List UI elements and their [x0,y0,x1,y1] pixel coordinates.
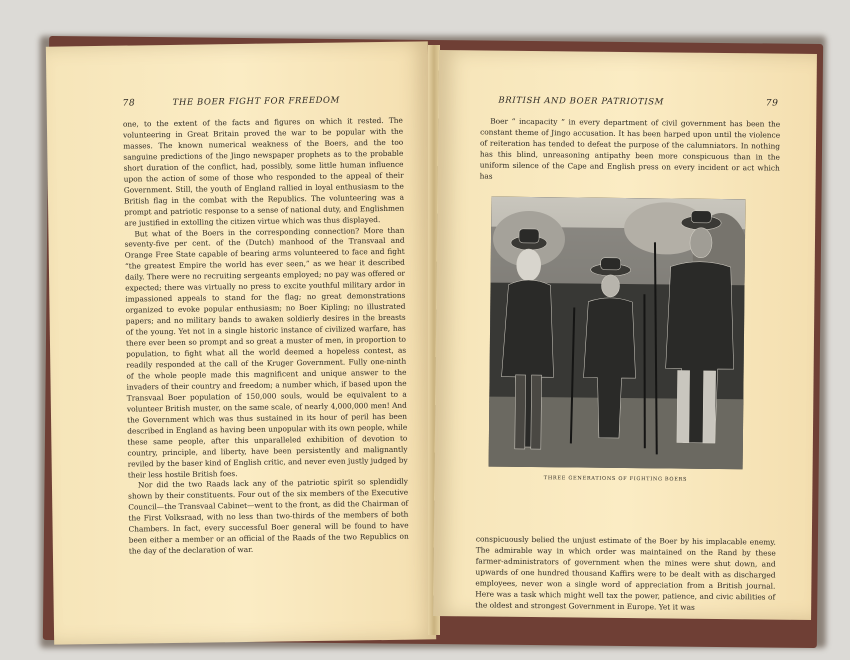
right-page-body-bottom [475,534,776,614]
right-page [433,50,817,620]
right-paragraph-bottom: conspicuously belied the unjust estimate of the Boer by his implacable enemy. The admirable way in which order was maintained on the Rand by these farmer-administrators of government when the mines were shut down, and upwards of one hundred thousand Kaffirs were to be dealt with as discharged employees, never won a single word of appreciation from a British journal. Here was a task which might well tax the power, patience, and civic abilities of the oldest and strongest Government in Europe. Yet it was [475,534,776,612]
left-page-number: 78 [122,98,136,109]
left-page [46,41,436,644]
left-paragraph-1: one, to the extent of the facts and figures on which it rested. The volunteering in Great Britain proved the war to be popular with the masses. The known numerical weakness of the Boers, and the too sanguine predictions of the Jingo newspaper prophets as to the probable short duration of the conflict, had, possibly, some little human influence upon the action of some of those who responded to the appeal of their Government. Still, the youth of England rallied in loyal enthusiasm to the British flag in the combat with the Republics. The volunteering was a prompt and patriotic response to a sense of national duty, and Englishmen are justified in extolling the citizen virtue which was thus displayed. [122,115,405,228]
right-running-head: BRITISH AND BOER PATRIOTISM [498,95,665,108]
right-page-body-top [480,116,781,185]
boer-photograph [489,197,746,470]
right-page-number: 79 [765,98,779,109]
left-paragraph-3: Nor did the two Raads lack any of the patriotic spirit so splendidly shown by their constituents. Four out of the six members of the Executive Council—the Transvaal Cabinet—went to the front, as did the Chairman of the First Volksraad, with no less than two-thirds of the members of both Chambers. In fact, every successful Boer general will be found to have been either a member or an official of the Raads of the two Republics on the day of the declaration of war. [128,477,409,556]
right-paragraph-top: Boer “ incapacity ” in every department of civil government has been the constant theme of Jingo accusation. It has been harped upon until the violence of reiteration has tended to defeat the purpose of the calumniators. In nothing has this blind, unreasoning antipathy been more conspicuous than in the uniform silence of the Cape and English press on every incident or act which has [479,116,781,181]
left-page-body [123,116,409,558]
right-page-header [439,95,817,109]
left-page-header [47,94,429,109]
left-paragraph-2: But what of the Boers in the corresponding connection? More than seventy-five per cent. of the (Dutch) manhood of the Transvaal and Orange Free State capable of bearing arms volunteered to face and fight “the greatest Empire the world has ever seen,” as we hear it described daily. There were no recruiting sergeants employed; no pay was offered or expected; there was virtually no press to excite youthful military ardor in impassioned appeals to stand for the flag; no great demonstrations organized to evoke popular enthusiasm; no Boer Kipling; no illustrated papers; and no military bands to awaken soldierly desires in the breasts of the young. Yet not in a single historic instance of civilized warfare, has there ever been so prompt and so great a muster of men, in proportion to population, to fight what all the world deemed a hopeless contest, as readily responded at the call of the Kruger Government. Fully one-ninth of the whole people made this magnificent and unique answer to the invaders of their country and freedom; a number which, if based upon the Transvaal Boer population of 150,000 souls, would be equivalent to a volunteer British muster, on the same scale, of nearly 4,000,000 men! And the Government which was thus sustained in its hour of peril has been described in England as having been unpopular with its own people, while these same people, after this unparalleled exhibition of devotion to country, principle, and liberty, have been persistently and malignantly reviled by the baser kind of English critic, and never even justly judged by their less hostile British foes. [124,225,408,480]
photo-caption: THREE GENERATIONS OF FIGHTING BOERS [543,475,688,483]
left-running-head: THE BOER FIGHT FOR FREEDOM [172,95,340,108]
